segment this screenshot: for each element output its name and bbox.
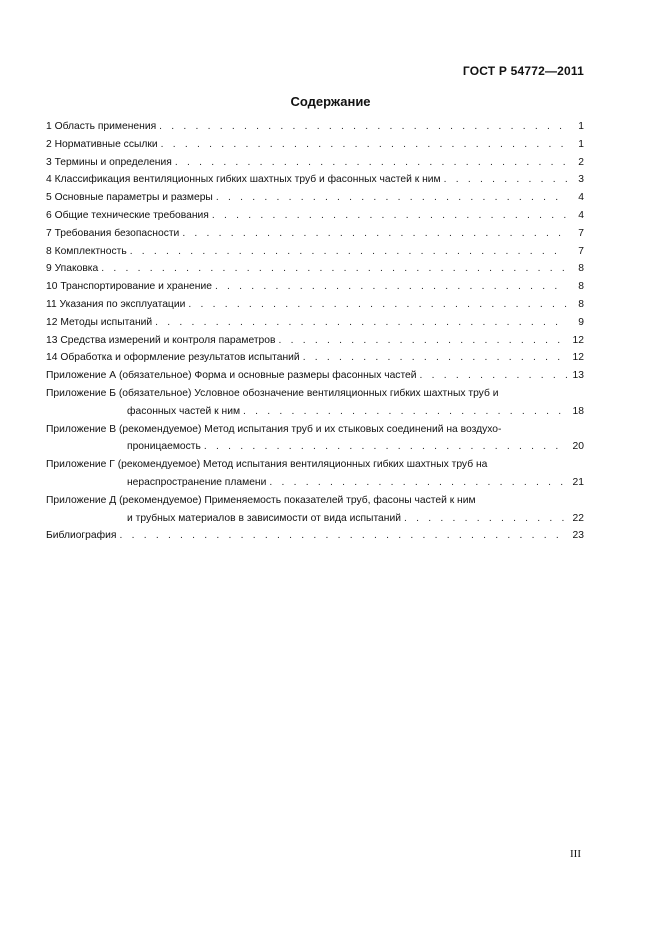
toc-entry-text: 5 Основные параметры и размеры	[46, 192, 213, 204]
toc-entry-7[interactable]	[46, 228, 584, 246]
toc-bibliography[interactable]	[46, 530, 584, 548]
leader-dots	[303, 352, 567, 363]
toc-entry-text: 14 Обработка и оформление результатов испытаний	[46, 352, 300, 364]
leader-dots	[216, 192, 567, 203]
toc-entry-1[interactable]	[46, 121, 584, 139]
toc-entry-page: 3	[578, 174, 584, 186]
toc-entry-text: 13 Средства измерений и контроля параметров	[46, 334, 276, 346]
toc-entry-text: проницаемость	[127, 441, 201, 453]
toc-entry-text: Приложение В (рекомендуемое) Метод испытания труб и их стыковых соединений на воздухо-	[46, 423, 502, 435]
document-code: ГОСТ Р 54772—2011	[462, 64, 584, 78]
toc-entry-8[interactable]	[46, 246, 584, 264]
leader-dots	[215, 281, 567, 292]
leader-dots	[119, 530, 567, 541]
toc-entry-13[interactable]	[46, 335, 584, 353]
leader-dots	[212, 210, 567, 221]
leader-dots	[101, 263, 567, 274]
toc-entry-text: нераспространение пламени	[127, 476, 267, 488]
leader-dots	[404, 513, 567, 524]
toc-entry-text: и трубных материалов в зависимости от вида испытаний	[127, 512, 401, 524]
leader-dots	[269, 477, 567, 488]
toc-entry-page: 23	[572, 530, 584, 542]
page-number: III	[570, 848, 581, 860]
toc-entry-text: 11 Указания по эксплуатации	[46, 298, 186, 310]
toc-entry-page: 13	[572, 370, 584, 382]
toc-entry-page: 8	[578, 298, 584, 310]
toc-appendix-v-line2[interactable]	[46, 441, 584, 459]
toc-entry-12[interactable]	[46, 317, 584, 335]
toc-entry-2[interactable]	[46, 139, 584, 157]
toc-entry-page: 7	[578, 245, 584, 257]
leader-dots	[182, 228, 567, 239]
table-of-contents	[46, 121, 584, 548]
toc-entry-text: Приложение Д (рекомендуемое) Применяемость показателей труб, фасоны частей к ним	[46, 494, 476, 506]
toc-entry-text: 2 Нормативные ссылки	[46, 138, 158, 150]
toc-entry-text: фасонных частей к ним	[127, 405, 241, 417]
toc-entry-text: Приложение Б (обязательное) Условное обозначение вентиляционных гибких шахтных труб и	[46, 387, 499, 399]
toc-entry-page: 20	[572, 441, 584, 453]
toc-entry-text: 12 Методы испытаний	[46, 316, 153, 328]
toc-entry-text: 4 Классификация вентиляционных гибких шахтных труб и фасонных частей к ним	[46, 174, 441, 186]
leader-dots	[155, 317, 567, 328]
toc-appendix-g-line1[interactable]	[46, 459, 584, 477]
toc-appendix-d-line1[interactable]	[46, 495, 584, 513]
toc-entry-page: 4	[578, 209, 584, 221]
toc-entry-text: 1 Область применения	[46, 121, 157, 132]
toc-entry-page: 1	[578, 121, 584, 132]
toc-entry-text: 9 Упаковка	[46, 263, 99, 275]
toc-entry-text: Приложение Г (рекомендуемое) Метод испытания вентиляционных гибких шахтных труб на	[46, 459, 488, 471]
toc-appendix-v-line1[interactable]	[46, 424, 584, 442]
leader-dots	[161, 139, 567, 150]
toc-entry-5[interactable]	[46, 192, 584, 210]
toc-entry-10[interactable]	[46, 281, 584, 299]
toc-entry-page: 8	[578, 281, 584, 293]
toc-entry-page: 2	[578, 156, 584, 168]
toc-entry-4[interactable]	[46, 174, 584, 192]
toc-appendix-d-line2[interactable]	[46, 513, 584, 531]
toc-entry-6[interactable]	[46, 210, 584, 228]
leader-dots	[175, 157, 567, 168]
leader-dots	[420, 370, 567, 381]
toc-appendix-b-line1[interactable]	[46, 388, 584, 406]
toc-entry-page: 7	[578, 227, 584, 239]
toc-entry-text: 8 Комплектность	[46, 245, 127, 257]
toc-entry-page: 18	[572, 405, 584, 417]
toc-entry-11[interactable]	[46, 299, 584, 317]
leader-dots	[444, 174, 567, 185]
toc-entry-text: 7 Требования безопасности	[46, 227, 180, 239]
toc-entry-page: 9	[578, 316, 584, 328]
toc-appendix-a[interactable]	[46, 370, 584, 388]
toc-appendix-g-line2[interactable]	[46, 477, 584, 495]
toc-entry-text: 3 Термины и определения	[46, 156, 172, 168]
toc-entry-page: 22	[572, 512, 584, 524]
toc-entry-page: 4	[578, 192, 584, 204]
toc-entry-14[interactable]	[46, 352, 584, 370]
toc-entry-page: 1	[578, 138, 584, 150]
toc-entry-page: 21	[572, 476, 584, 488]
leader-dots	[159, 121, 567, 132]
toc-entry-9[interactable]	[46, 263, 584, 281]
toc-entry-text: 6 Общие технические требования	[46, 209, 209, 221]
toc-entry-page: 12	[572, 352, 584, 364]
leader-dots	[204, 441, 567, 452]
leader-dots	[130, 246, 567, 257]
toc-entry-text: 10 Транспортирование и хранение	[46, 281, 212, 293]
toc-entry-text: Библиография	[46, 530, 117, 542]
toc-entry-3[interactable]	[46, 157, 584, 175]
leader-dots	[188, 299, 567, 310]
toc-appendix-b-line2[interactable]	[46, 406, 584, 424]
toc-entry-page: 8	[578, 263, 584, 275]
leader-dots	[243, 406, 567, 417]
toc-title: Содержание	[290, 94, 371, 109]
toc-entry-page: 12	[572, 334, 584, 346]
leader-dots	[278, 335, 567, 346]
toc-entry-text: Приложение А (обязательное) Форма и основные размеры фасонных частей	[46, 370, 417, 382]
